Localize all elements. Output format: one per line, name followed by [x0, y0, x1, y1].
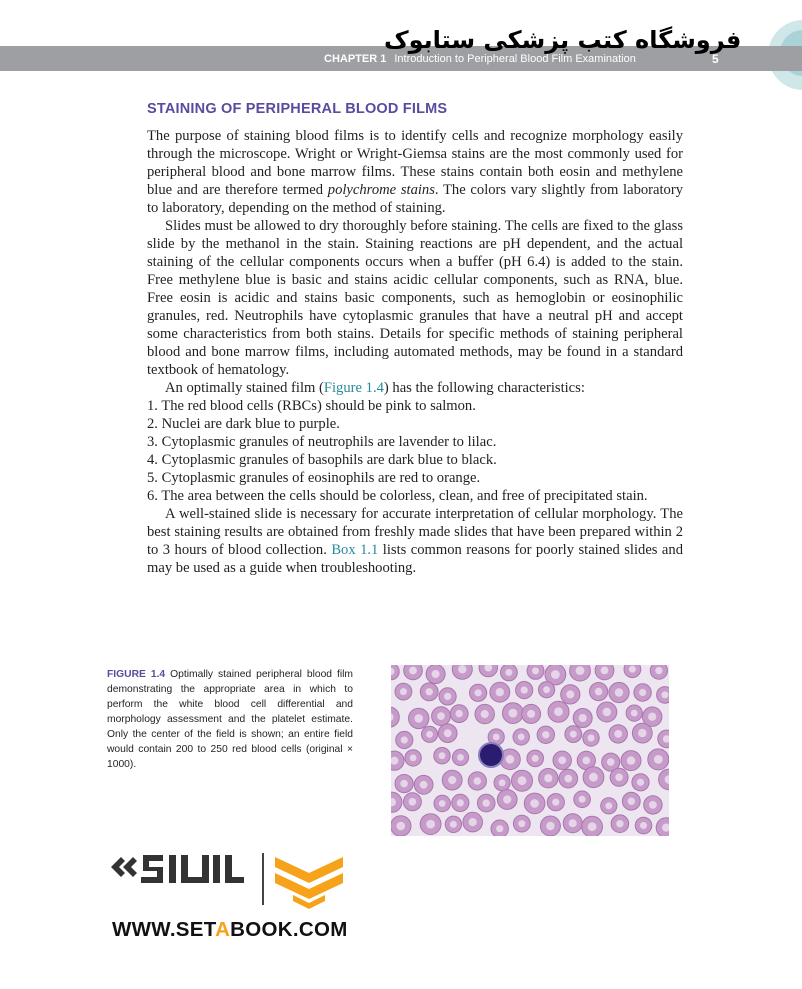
paragraph-3: An optimally stained film (Figure 1.4) has the following characteristics: — [165, 380, 585, 396]
figure-caption-text: Optimally stained peripheral blood film demonstrating the appropriate area in which to perform the white blood cell differential and morphology assessment and the platelet estimate. Only the center of the field is shown; an entire field would contain 200 to 250 red blood cells (original × 1000). — [107, 669, 353, 770]
red-blood-cell-pallor — [400, 780, 408, 788]
red-blood-cell-pallor — [450, 821, 457, 828]
red-blood-cell-pallor — [397, 822, 406, 831]
red-blood-cell-pallor — [576, 666, 585, 675]
body-text — [147, 127, 683, 577]
red-blood-cell-pallor — [640, 822, 647, 829]
list-item: 6. The area between the cells should be colorless, clean, and free of precipitated stain. — [147, 488, 648, 504]
red-blood-cell-pallor — [448, 776, 456, 784]
red-blood-cell-pallor — [420, 781, 428, 789]
list-item: 1. The red blood cells (RBCs) should be pink to salmon. — [147, 398, 476, 414]
figure-label: FIGURE 1.4 — [107, 669, 166, 680]
red-blood-cell-pallor — [458, 665, 466, 673]
red-blood-cell-pallor — [637, 779, 644, 786]
section-heading: STAINING OF PERIPHERAL BLOOD FILMS — [147, 101, 448, 117]
page-number: 5 — [712, 52, 719, 66]
red-blood-cell-pallor — [483, 799, 490, 806]
red-blood-cell-pallor — [505, 669, 512, 676]
red-blood-cell-pallor — [589, 773, 598, 782]
watermark-persian-title: فروشگاه کتب پزشکی ستابوک — [384, 26, 742, 54]
red-blood-cell-pallor — [552, 799, 559, 806]
red-blood-cell-pallor — [579, 796, 586, 803]
red-blood-cell-pallor — [457, 799, 464, 806]
setabook-logo-icon — [107, 847, 357, 917]
paragraph-4: A well-stained slide is necessary for accurate interpretation of cellular morphology. The best staining results are obtained from freshly made slides that have been prepared within 2 to 3 hours of blood collection. Box 1.1 lists common reasons for poorly stained slides and may be used as a guide when troubleshooting. — [147, 506, 684, 576]
red-blood-cell-pallor — [496, 688, 504, 696]
lymphocyte — [479, 743, 503, 767]
figure-caption — [107, 667, 353, 772]
red-blood-cell-pallor — [558, 756, 566, 764]
red-blood-cell-pallor — [543, 686, 550, 693]
characteristics-list — [147, 397, 683, 505]
red-blood-cell-pallor — [499, 779, 506, 786]
red-blood-cell-pallor — [426, 820, 435, 829]
red-blood-cell-pallor — [628, 798, 635, 805]
red-blood-cell-pallor — [439, 752, 446, 759]
red-blood-cell-pallor — [493, 734, 500, 741]
red-blood-cell-pallor — [551, 670, 560, 679]
red-blood-cell-pallor — [532, 755, 539, 762]
red-blood-cell-pallor — [439, 800, 446, 807]
red-blood-cell-pallor — [639, 689, 646, 696]
list-item: 3. Cytoplasmic granules of neutrophils are lavender to lilac. — [147, 434, 497, 450]
box-reference-link[interactable]: Box 1.1 — [331, 542, 379, 558]
red-blood-cell-pallor — [546, 822, 554, 830]
red-blood-cell-pallor — [588, 822, 597, 831]
red-blood-cell-pallor — [603, 708, 611, 716]
list-item: 2. Nuclei are dark blue to purple. — [147, 416, 340, 432]
red-blood-cell-pallor — [401, 736, 408, 743]
red-blood-cell-pallor — [475, 689, 482, 696]
red-blood-cell-pallor — [474, 777, 482, 785]
red-blood-cell-pallor — [426, 731, 433, 738]
red-blood-cell-pallor — [649, 801, 657, 809]
list-item: 5. Cytoplasmic granules of eosinophils are red to orange. — [147, 470, 481, 486]
list-item: 4. Cytoplasmic granules of basophils are dark blue to black. — [147, 452, 497, 468]
red-blood-cell-pallor — [631, 710, 638, 717]
chapter-title: Introduction to Peripheral Blood Film Examination — [394, 53, 636, 65]
red-blood-cell-pallor — [506, 755, 515, 764]
setabook-url: WWW.SETABOOK.COM — [112, 918, 348, 941]
red-blood-cell-pallor — [648, 713, 656, 721]
red-blood-cell-pallor — [579, 714, 587, 722]
red-blood-cell-pallor — [521, 687, 528, 694]
red-blood-cell-pallor — [627, 756, 635, 764]
red-blood-cell-pallor — [414, 714, 423, 723]
red-blood-cell-pallor — [564, 775, 572, 783]
red-blood-cell-pallor — [615, 774, 623, 782]
setabook-logo — [107, 847, 357, 917]
red-blood-cell-pallor — [456, 710, 463, 717]
red-blood-cell-pallor — [615, 688, 623, 696]
red-blood-cell-pallor — [614, 730, 622, 738]
red-blood-cell-pallor — [518, 776, 527, 785]
red-blood-cell-pallor — [607, 758, 615, 766]
red-blood-cell-pallor — [544, 774, 552, 782]
blood-film-micrograph — [391, 665, 669, 836]
blood-cells-image — [391, 665, 669, 836]
red-blood-cell-pallor — [569, 819, 577, 827]
red-blood-cell-pallor — [444, 693, 451, 700]
red-blood-cell-pallor — [542, 731, 549, 738]
red-blood-cell-pallor — [503, 795, 511, 803]
red-blood-cell-pallor — [518, 734, 525, 741]
red-blood-cell-pallor — [654, 755, 663, 764]
red-blood-cell-pallor — [409, 667, 417, 675]
figure-reference-link[interactable]: Figure 1.4 — [323, 380, 384, 396]
red-blood-cell-pallor — [481, 710, 489, 718]
emphasis-polychrome: polychrome stains — [327, 182, 435, 198]
paragraph-2: Slides must be allowed to dry thoroughly before staining. The cells are fixed to the glass slide by the methanol in the stain. Staining reactions are pH dependent, and the actual staining of the cellular components occurs when a buffer (pH 6.4) is added to the stain. Free methylene blue is basic and stains acidic cellular components, such as RNA, blue. Free eosin is acidic and stains basic components, such as hemoglobin or eosinophilic granules, red. Neutrophils have cytoplasmic granules that have a neutral pH and accept some characteristics from both stains. Details for specific methods of staining peripheral blood and bone marrow films, including automated methods, may be found in a standard textbook of hematology. — [147, 218, 683, 378]
red-blood-cell-pallor — [400, 688, 407, 695]
red-blood-cell-pallor — [595, 688, 603, 696]
red-blood-cell-pallor — [496, 825, 503, 832]
red-blood-cell-pallor — [583, 757, 591, 765]
red-blood-cell-pallor — [527, 710, 535, 718]
red-blood-cell-pallor — [469, 818, 477, 826]
red-blood-cell-pallor — [605, 802, 612, 809]
chapter-label: CHAPTER 1 — [324, 53, 387, 65]
red-blood-cell-pallor — [410, 755, 417, 762]
red-blood-cell-pallor — [638, 729, 646, 737]
red-blood-cell-pallor — [566, 690, 574, 698]
red-blood-cell-pallor — [655, 667, 662, 674]
red-blood-cell-pallor — [457, 754, 464, 761]
red-blood-cell-pallor — [554, 707, 563, 716]
red-blood-cell-pallor — [518, 820, 525, 827]
red-blood-cell-pallor — [530, 799, 539, 808]
red-blood-cell-pallor — [616, 820, 623, 827]
red-blood-cell-pallor — [432, 670, 440, 678]
running-header — [324, 53, 636, 65]
red-blood-cell-pallor — [409, 798, 417, 806]
red-blood-cell-pallor — [601, 667, 609, 675]
red-blood-cell-pallor — [437, 712, 445, 720]
red-blood-cell-pallor — [629, 666, 636, 673]
red-blood-cell-pallor — [570, 731, 577, 738]
red-blood-cell-pallor — [509, 709, 518, 718]
red-blood-cell-pallor — [532, 667, 539, 674]
red-blood-cell-pallor — [444, 729, 452, 737]
red-blood-cell-pallor — [588, 735, 595, 742]
red-blood-cell-pallor — [426, 688, 433, 695]
red-blood-cell-pallor — [661, 691, 668, 698]
paragraph-1: The purpose of staining blood films is to identify cells and recognize morphology easily through the microscope. Wright or Wright-Giemsa stains are the most commonly used for peripheral blood and bone marrow films. These stains contain both eosin and methylene blue and are therefore termed polychrome stains. The colors vary slightly from laboratory to laboratory, depending on the method of staining. — [147, 128, 684, 216]
